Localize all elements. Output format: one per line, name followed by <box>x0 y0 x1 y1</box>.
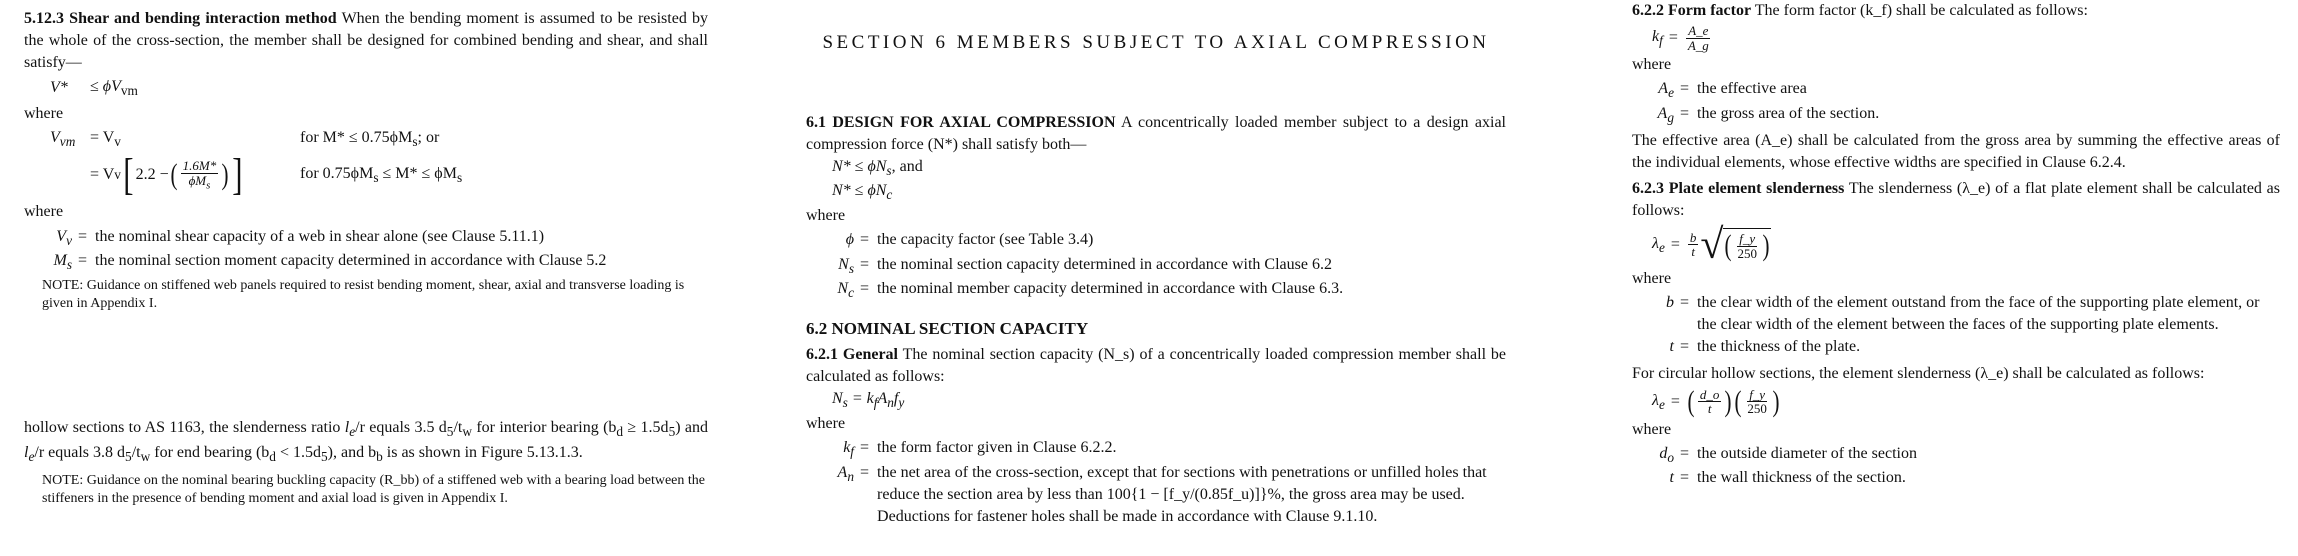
eq-term: 2.2 − <box>135 166 169 184</box>
text-sub: e <box>349 424 356 440</box>
eq-lhs: λ <box>1652 391 1659 409</box>
eq-sub: n <box>887 395 894 411</box>
symbol-text: A <box>837 463 848 481</box>
text-run: l <box>344 419 350 437</box>
definition-symbol <box>832 278 860 303</box>
equals-sign: = <box>1670 392 1680 410</box>
fraction-numerator: d_o <box>1699 386 1720 402</box>
definition-equals: = <box>78 227 88 245</box>
symbol-text: M <box>53 252 67 270</box>
eq-lhs: V <box>50 128 60 146</box>
eq-lhs: k <box>1652 27 1660 45</box>
eq-rhs: = V <box>90 166 115 184</box>
symbol-sub: o <box>1667 450 1674 466</box>
eq-text: N* ≤ ϕN <box>832 157 887 175</box>
text-run: ≥ 1.5d <box>623 419 669 437</box>
square-root <box>1700 221 1771 268</box>
definition-symbol <box>832 229 860 254</box>
definitions-list <box>832 229 1506 303</box>
definition-symbol <box>832 462 860 487</box>
right-paren: ) <box>1762 229 1770 263</box>
symbol-text: t <box>1669 338 1674 356</box>
definition-row <box>50 226 708 251</box>
eq-fraction <box>181 159 219 192</box>
symbol-sub: e <box>1668 85 1674 101</box>
definition-symbol <box>50 250 78 275</box>
left-paren: ( <box>1724 229 1732 263</box>
eq-fraction-do-t <box>1698 388 1722 416</box>
eq-sub: s <box>842 395 848 411</box>
section-title: SECTION 6 MEMBERS SUBJECT TO AXIAL COMPRESSION <box>822 32 1490 53</box>
definition-equals: = <box>860 280 870 298</box>
column-left <box>24 8 708 509</box>
definition-row <box>1652 292 2280 336</box>
symbol-sub: n <box>847 468 854 484</box>
definition-symbol <box>1652 467 1680 492</box>
clause-heading: 5.12.3 Shear and bending interaction method <box>24 10 337 27</box>
text-sub: 5 <box>125 448 132 464</box>
eq-sub: f <box>1659 33 1663 49</box>
fraction-denominator: t <box>1691 244 1695 260</box>
equation-vvm-1 <box>50 127 708 152</box>
equation-kf <box>1652 24 2280 52</box>
definition-text: the wall thickness of the section. <box>1697 469 1906 487</box>
definition-text: the form factor given in Clause 6.2.2. <box>877 439 1117 457</box>
eq-lhs: V* <box>50 79 68 97</box>
eq-fraction-fy <box>1745 388 1769 416</box>
definition-equals: = <box>860 439 870 457</box>
definitions-list <box>50 226 708 275</box>
definition-symbol <box>1652 443 1680 468</box>
where-label: where <box>1632 420 1672 438</box>
clause-text: A concentrically loaded member subject to a design axial compression force (N*) shall satisfy both— <box>806 113 1507 153</box>
symbol-sub: s <box>848 260 854 276</box>
definition-equals: = <box>860 231 870 249</box>
text-run: /t <box>453 419 463 437</box>
definition-text: the nominal section moment capacity determined in accordance with Clause 5.2 <box>95 252 607 270</box>
definition-text: the thickness of the plate. <box>1697 338 1861 356</box>
right-paren: ) <box>1772 384 1780 418</box>
definition-equals: = <box>1680 469 1690 487</box>
eq-term: A <box>877 390 888 408</box>
eq-lhs: N <box>832 390 843 408</box>
eq-sub: y <box>898 395 905 411</box>
definition-row <box>832 462 1506 528</box>
heading-6-2: 6.2 NOMINAL SECTION CAPACITY <box>806 318 1089 338</box>
fraction-numerator: b <box>1689 229 1697 245</box>
definition-symbol <box>1652 336 1680 361</box>
note-stiffened-web: NOTE: Guidance on stiffened web panels required to resist bending moment, shear, axial and transverse loading is given in Appendix I. <box>42 277 685 311</box>
fraction-numerator: A_e <box>1688 23 1709 39</box>
eq-sub: e <box>1658 239 1665 255</box>
definition-symbol <box>832 254 860 279</box>
text-sub: w <box>140 448 151 464</box>
definition-text: the effective area <box>1697 80 1807 98</box>
text-sub: d <box>269 448 276 464</box>
symbol-text: A <box>1657 105 1668 123</box>
eq-sub: v <box>114 167 121 183</box>
paragraph-hollow-sections <box>24 417 708 466</box>
left-paren: ( <box>170 158 178 192</box>
equals-sign: = <box>1668 29 1678 47</box>
text-sub: 5 <box>446 424 454 440</box>
eq-fraction <box>1686 24 1711 52</box>
text-run: /t <box>131 443 141 461</box>
definitions-list <box>832 437 1506 528</box>
definition-text: the nominal member capacity determined in accordance with Clause 6.3. <box>877 280 1344 298</box>
definition-symbol <box>1652 292 1680 317</box>
text-run: l <box>24 443 29 461</box>
clause-6-2-1 <box>806 344 1506 388</box>
symbol-text: A <box>1658 80 1669 98</box>
note-bearing-buckling: NOTE: Guidance on the nominal bearing buckling capacity (R_bb) of a stiffened web with a bearing load between the stiffeners in the presence of bending moment and axial load is given in Appendix I. <box>42 473 705 507</box>
definition-equals: = <box>1680 293 1690 311</box>
clause-6-1 <box>806 112 1506 156</box>
definition-equals: = <box>860 255 870 273</box>
eq-fraction-bt <box>1688 231 1699 259</box>
definition-row <box>1652 103 2280 128</box>
definition-row <box>1652 443 2280 468</box>
fraction-denominator: t <box>1707 401 1712 417</box>
fraction-denominator: A_g <box>1687 37 1709 53</box>
equation-circular-slenderness <box>1652 384 2280 418</box>
text-run: /r equals 3.5 d <box>355 419 447 437</box>
symbol-sub: v <box>66 232 72 248</box>
eq-sub: s <box>456 170 463 186</box>
fraction-denominator: ϕM <box>188 172 207 188</box>
right-paren: ) <box>1724 384 1732 418</box>
definition-text: the outside diameter of the section <box>1697 444 1917 462</box>
text-run: hollow sections to AS 1163, the slenderness ratio <box>24 419 345 437</box>
clause-text: The nominal section capacity (N_s) of a concentrically loaded compression member shall be calculated as follows: <box>806 346 1507 386</box>
definition-equals: = <box>78 252 88 270</box>
eq-condition: for 0.75ϕM <box>300 165 374 183</box>
text-sub: e <box>28 448 35 464</box>
equation-shear-limit <box>50 76 708 101</box>
text-run: ), and b <box>327 443 377 461</box>
eq-sub: v <box>114 134 121 150</box>
eq-sub: s <box>886 162 892 178</box>
eq-rhs: = V <box>90 128 115 146</box>
fraction-numerator: f_y <box>1749 386 1766 402</box>
fraction-numerator: 1.6M* <box>182 158 217 174</box>
equation-member-capacity <box>832 180 1506 205</box>
text-sub: b <box>376 448 383 464</box>
symbol-text: t <box>1669 469 1674 487</box>
definition-symbol <box>1652 103 1680 128</box>
definition-text: the nominal shear capacity of a web in shear alone (see Clause 5.11.1) <box>95 227 545 245</box>
symbol-text: N <box>838 255 849 273</box>
definition-text: the gross area of the section. <box>1697 105 1880 123</box>
eq-sub: vm <box>120 83 138 99</box>
eq-fraction-fy <box>1735 232 1759 260</box>
left-paren: ( <box>1687 384 1695 418</box>
clause-text: The form factor (k_f) shall be calculated as follows: <box>1751 2 2088 19</box>
clause-6-2-3 <box>1632 178 2280 222</box>
eq-sub: vm <box>59 134 76 150</box>
where-label: where <box>1632 269 1672 287</box>
eq-end: , and <box>891 157 923 175</box>
symbol-sub: f <box>850 444 854 460</box>
clause-5-12-3 <box>24 8 708 74</box>
definition-row <box>50 250 708 275</box>
eq-condition-mid: ≤ M* ≤ ϕM <box>378 165 457 183</box>
symbol-sub: s <box>66 257 72 273</box>
eq-term: f <box>893 390 899 408</box>
symbol-sub: c <box>848 285 854 301</box>
definition-text: the clear width of the element outstand from the face of the supporting plate element, or the clear width of the element between the faces of the supporting plate elements. <box>1697 293 2260 334</box>
definition-text: the net area of the cross-section, except that for sections with penetrations or unfilled holes that reduce the section area by less than 100{1 − [f_y/(0.85f_u)]}%, the gross area may be used. Deductions for fastener holes shall be made in accordance with Clause 9.1.10. <box>877 463 1487 525</box>
equation-section-capacity <box>832 156 1506 181</box>
text-run: /r equals 3.8 d <box>34 443 126 461</box>
definition-row <box>832 254 1506 279</box>
eq-rhs: = k <box>851 390 874 408</box>
text-run: for interior bearing (b <box>472 419 617 437</box>
text-run: < 1.5d <box>275 443 321 461</box>
column-middle <box>806 10 1506 530</box>
definition-equals: = <box>1680 80 1690 98</box>
definition-text: the capacity factor (see Table 3.4) <box>877 231 1094 249</box>
definition-row <box>1652 78 2280 103</box>
definition-row <box>832 437 1506 462</box>
clause-heading: 6.2.2 Form factor <box>1632 2 1752 19</box>
equals-sign: = <box>1670 235 1680 253</box>
fraction-denominator: 250 <box>1737 245 1757 261</box>
definition-symbol <box>50 226 78 251</box>
where-label: where <box>806 206 846 224</box>
right-bracket: ] <box>232 150 243 200</box>
eq-sub: s <box>412 134 418 150</box>
left-bracket: [ <box>123 150 134 200</box>
symbol-sub: g <box>1667 110 1674 126</box>
text-run: for end bearing (b <box>150 443 270 461</box>
definition-row <box>832 229 1506 254</box>
definition-row <box>1652 467 2280 492</box>
paragraph-effective-area: The effective area (A_e) shall be calculated from the gross area by summing the effective areas of the individual elements, whose effective widths are specified in Clause 6.2.4. <box>1632 131 2280 171</box>
definition-row <box>832 278 1506 303</box>
eq-sub: e <box>1658 396 1665 412</box>
text-run: ) and <box>675 419 709 437</box>
eq-sub: s <box>373 170 379 186</box>
definition-text: the nominal section capacity determined in accordance with Clause 6.2 <box>877 255 1332 273</box>
fraction-denominator: 250 <box>1747 401 1767 417</box>
symbol-text: b <box>1666 293 1674 311</box>
eq-condition-end: ; or <box>417 128 440 146</box>
text-sub: w <box>462 424 472 440</box>
definition-equals: = <box>860 463 870 481</box>
definition-equals: = <box>1680 444 1690 462</box>
clause-heading: 6.2.3 Plate element slenderness <box>1632 179 1845 197</box>
fraction-numerator: f_y <box>1739 231 1756 247</box>
eq-sub: c <box>886 187 893 203</box>
symbol-text: N <box>837 280 849 298</box>
clause-heading: 6.1 DESIGN FOR AXIAL COMPRESSION <box>806 113 1116 131</box>
equation-vvm-2 <box>90 150 708 200</box>
where-label: where <box>24 203 64 221</box>
clause-6-2-2 <box>1632 0 2280 22</box>
text-sub: 5 <box>321 448 328 464</box>
eq-text: N* ≤ ϕN <box>832 182 887 200</box>
clause-heading: 6.2.1 General <box>806 346 898 364</box>
where-label: where <box>1632 56 1672 74</box>
eq-sub: f <box>873 395 878 411</box>
equation-ns <box>832 388 1506 413</box>
symbol-text: k <box>843 439 851 457</box>
symbol-text: V <box>56 227 67 245</box>
definitions-list <box>1652 443 2280 492</box>
where-label: where <box>24 104 64 122</box>
clause-text: The slenderness (λ_e) of a flat plate element shall be calculated as follows: <box>1632 179 2280 219</box>
symbol-text: d <box>1659 444 1668 462</box>
left-paren: ( <box>1734 384 1742 418</box>
radical-sign: √ <box>1700 221 1724 268</box>
eq-rhs: ≤ ϕV <box>90 78 121 96</box>
text-sub: 5 <box>668 424 676 440</box>
text-run: is as shown in Figure 5.13.1.3. <box>382 443 583 461</box>
column-right <box>1632 0 2280 494</box>
definitions-list <box>1652 292 2280 361</box>
eq-lhs: λ <box>1652 234 1659 252</box>
paragraph-circular-hollow: For circular hollow sections, the element slenderness (λ_e) shall be calculated as follows: <box>1632 364 2205 382</box>
definitions-list <box>1652 78 2280 127</box>
equation-plate-slenderness <box>1652 221 2280 268</box>
clause-text: When the bending moment is assumed to be resisted by the whole of the cross-section, the member shall be designed for combined bending and shear, and shall satisfy— <box>24 10 708 72</box>
eq-condition: for M* ≤ 0.75ϕM <box>300 128 413 146</box>
eq-sub: s <box>206 179 211 192</box>
definition-symbol <box>832 437 860 462</box>
where-label: where <box>806 414 846 432</box>
right-paren: ) <box>221 158 229 192</box>
symbol-text: ϕ <box>845 231 854 249</box>
definition-symbol <box>1652 78 1680 103</box>
definition-equals: = <box>1680 338 1690 356</box>
equations-6-1 <box>832 156 1506 205</box>
text-sub: d <box>616 424 624 440</box>
definition-row <box>1652 336 2280 361</box>
definition-equals: = <box>1680 105 1690 123</box>
